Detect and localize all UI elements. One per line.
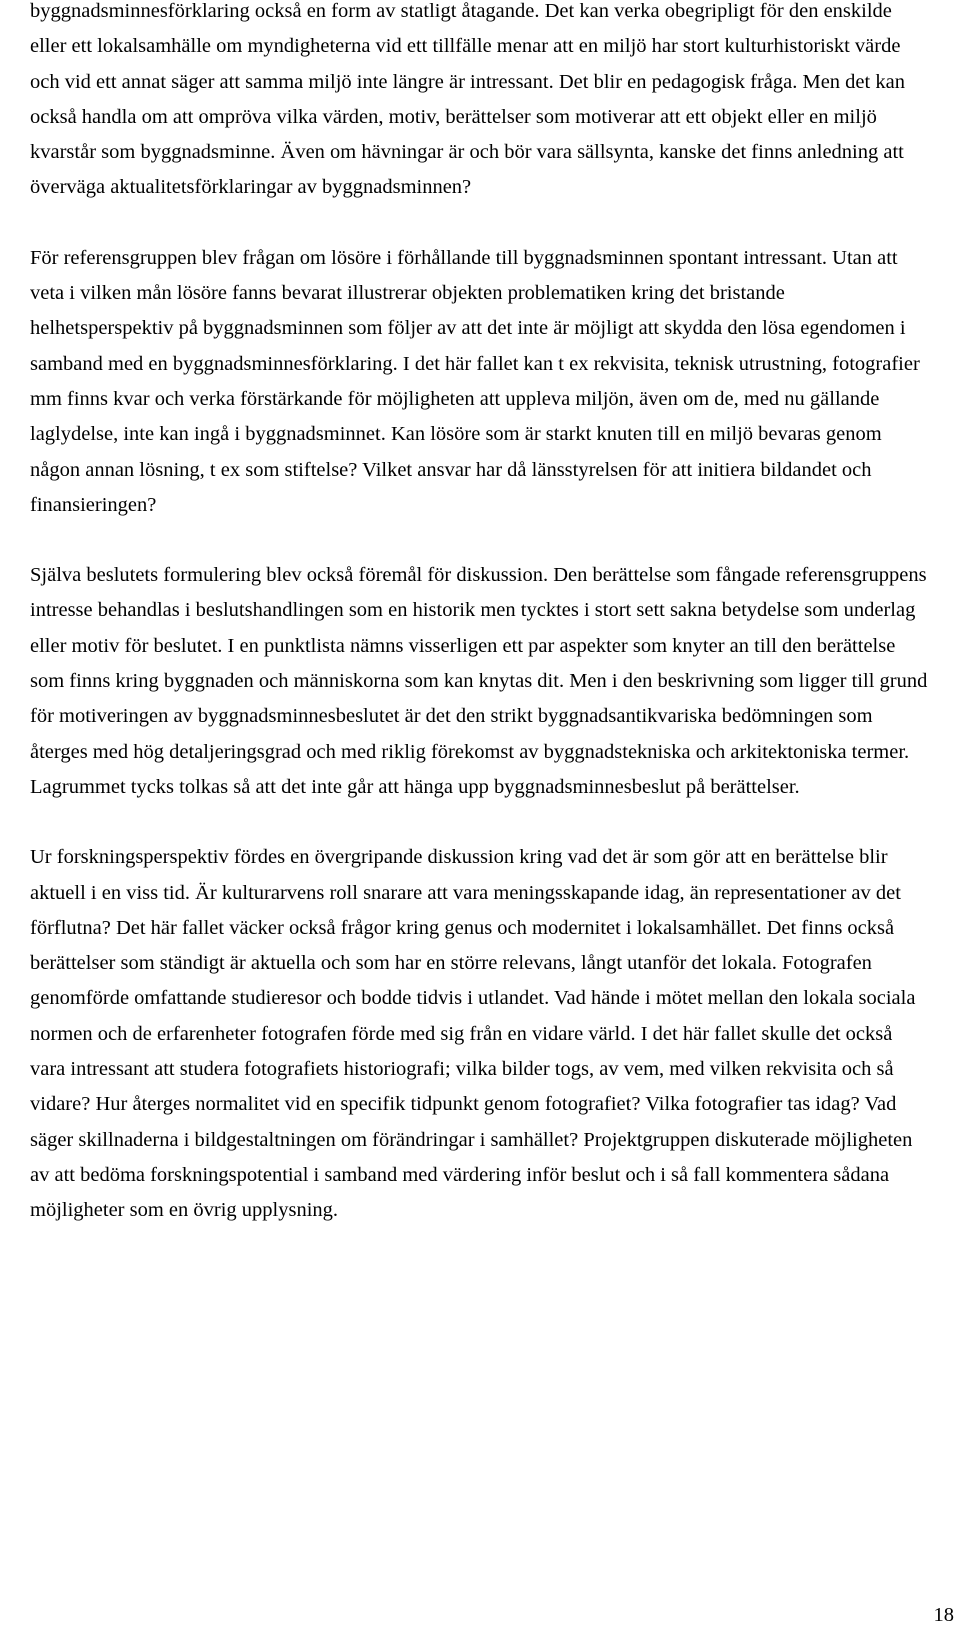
paragraph-gap: [30, 805, 930, 840]
paragraph-byggnadsminnesforklaring: byggnadsminnesförklaring också en form av statligt åtagande. Det kan verka obegripligt för den enskilde eller ett lokalsamhälle om myndigheterna vid ett tillfälle menar att en miljö har stort kulturhistoriskt värde och vid ett annat säger att samma miljö inte längre är intressant. Det blir en pedagogisk fråga. Men det kan också handla om att ompröva vilka värden, motiv, berättelser som motiverar att ett objekt eller en miljö kvarstår som byggnadsminne. Även om hävningar är och bör vara sällsynta, kanske det finns anledning att överväga aktualitetsförklaringar av byggnadsminnen?: [30, 0, 905, 199]
paragraph-gap: [30, 523, 930, 558]
paragraph-forskningsperspektiv: Ur forskningsperspektiv fördes en övergripande diskussion kring vad det är som gör att en berättelse blir aktuell i en viss tid. Är kulturarvens roll snarare att vara meningsskapande idag, än representationer av det förflutna? Det här fallet väcker också frågor kring genus och modernitet i lokalsamhället. Det finns också berättelser som ständigt är aktuella och som har en större relevans, långt utanför det lokala. Fotografen genomförde omfattande studieresor och bodde tidvis i utlandet. Vad hände i mötet mellan den lokala sociala normen och de erfarenheter fotografen förde med sig från en vidare värld. I det här fallet skulle det också vara intressant att studera fotografiets historiografi; vilka bilder togs, av vem, med vilken rekvisita och så vidare? Hur återges normalitet vid en specifik tidpunkt genom fotografiet? Vilka fotografier tas idag? Vad säger skillnaderna i bildgestaltningen om förändringar i samhället? Projektgruppen diskuterade möjligheten av att bedöma forskningspotential i samband med värdering inför beslut och i så fall kommentera sådana möjligheter som en övrig upplysning.: [30, 846, 916, 1222]
page-number: 18: [933, 1604, 954, 1626]
paragraph-gap: [30, 206, 930, 241]
document-body: [30, 0, 930, 1229]
paragraph-beslutets-formulering: Själva beslutets formulering blev också föremål för diskussion. Den berättelse som fångade referensgruppens intresse behandlas i beslutshandlingen som en historik men tycktes i stort sett sakna betydelse som underlag eller motiv för beslutet. I en punktlista nämns visserligen ett par aspekter som knyter an till den berättelse som finns kring byggnaden och människorna som kan knytas dit. Men i den beskrivning som ligger till grund för motiveringen av byggnadsminnesbeslutet är det den strikt byggnadsantikvariska bedömningen som återges med hög detaljeringsgrad och med riklig förekomst av byggnadstekniska och arkitektoniska termer. Lagrummet tycks tolkas så att det inte går att hänga upp byggnadsminnesbeslut på berättelser.: [30, 564, 928, 798]
paragraph-losore: För referensgruppen blev frågan om lösöre i förhållande till byggnadsminnen spontant intressant. Utan att veta i vilken mån lösöre fanns bevarat illustrerar objekten problematiken kring det bristande helhetsperspektiv på byggnadsminnen som följer av att det inte är möjligt att skydda den lösa egendomen i samband med en byggnadsminnesförklaring. I det här fallet kan t ex rekvisita, teknisk utrustning, fotografier mm finns kvar och verka förstärkande för möjligheten att uppleva miljön, även om de, med nu gällande laglydelse, inte kan ingå i byggnadsminnet. Kan lösöre som är starkt knuten till en miljö bevaras genom någon annan lösning, t ex som stiftelse? Vilket ansvar har då länsstyrelsen för att initiera bildandet och finansieringen?: [30, 246, 920, 516]
